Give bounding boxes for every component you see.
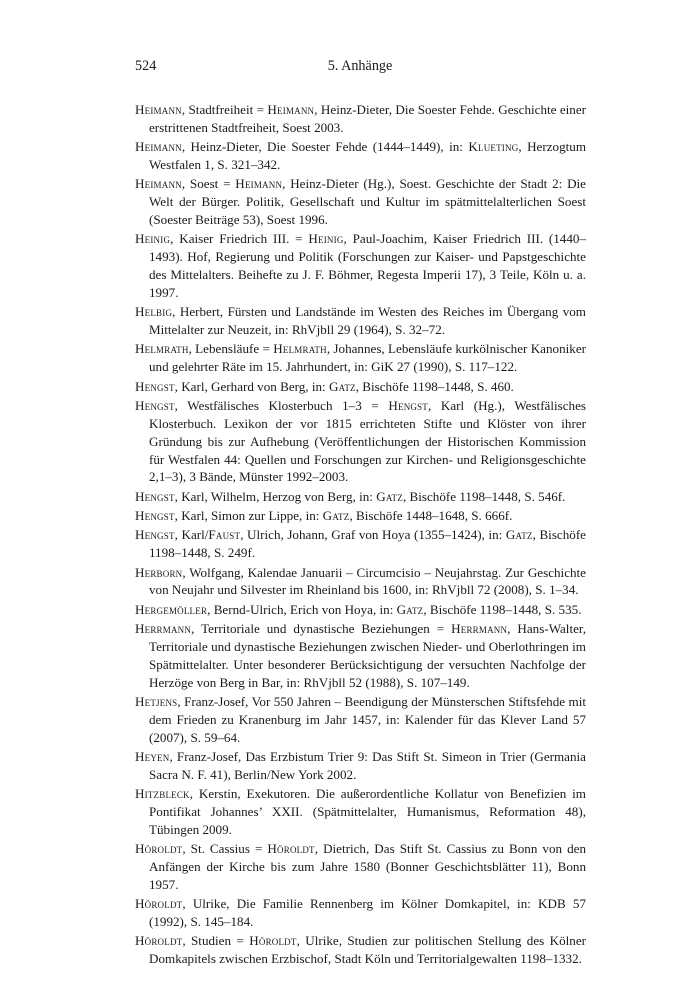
- citation-text: , Bischöfe 1198–1448, S. 535.: [423, 601, 582, 617]
- citation-text: , St. Cassius =: [182, 841, 268, 857]
- citation-text: , Herzogtum Westfalen 1, S. 321–342.: [149, 139, 587, 173]
- bibliography-entry: [135, 138, 586, 174]
- bibliography-entry: [135, 693, 586, 747]
- bibliography-entry: [135, 507, 586, 525]
- author-name: Klueting: [468, 139, 519, 155]
- citation-text: , Bischöfe 1198–1448, S. 249f.: [149, 527, 586, 561]
- citation-text: , Paul-Joachim, Kaiser Friedrich III. (1440–1493). Hof, Regierung und Politik (Forschungen zur Kaiser- und Papstgeschichte des Mittelalters. Beihefte zu J. F. Böhmer, Regesta Imperii 17), 3 Teile, Köln u. a. 1997.: [149, 231, 586, 300]
- citation-text: , Franz-Josef, Vor 550 Jahren – Beendigung der Münsterschen Stiftsfehde mit dem Frieden zu Kranenburg im Jahr 1457, in: Kalender für das Klever Land 57 (2007), S. 59–64.: [149, 694, 586, 745]
- page-header: [135, 58, 585, 78]
- citation-text: , Stadtfreiheit =: [181, 102, 268, 117]
- bibliography-entry: [135, 840, 586, 894]
- citation-text: , Territoriale und dynastische Beziehungen =: [191, 621, 452, 637]
- citation-text: , Studien =: [182, 933, 250, 949]
- citation-text: , Dietrich, Das Stift St. Cassius zu Bonn von den Anfängen der Kirche bis zum Jahre 1580 (Bonner Geschichtsblätter 11), Bonn 1957.: [149, 841, 586, 892]
- citation-text: , Karl, Gerhard von Berg, in:: [174, 378, 329, 394]
- citation-text: , Heinz-Dieter (Hg.), Soest. Geschichte der Stadt 2: Die Welt der Bürger. Politik, Gesellschaft und Kultur im spätmittelalterlichen Soest (Soester Beiträge 53), Soest 1996.: [149, 176, 586, 228]
- author-name: Höroldt: [249, 933, 297, 949]
- citation-text: , Karl (Hg.), Westfälisches Klosterbuch. Lexikon der vor 1815 errichteten Stifte und Klöster von ihrer Gründung bis zur Aufhebung (Veröffentlichungen der Historischen Kommission für Westfalen 44: Quellen und Forschungen zur Kirchen- und Religionsgeschichte 2,1–3), 3 Bände, Münster 1992–2003.: [149, 398, 587, 485]
- bibliography-entry: [135, 526, 586, 562]
- citation-text: , Johannes, Lebensläufe kurkölnischer Kanoniker und gelehrter Räte im 15. Jahrhundert, in: GiK 27 (1990), S. 117–122.: [149, 341, 586, 375]
- author-name: Hengst: [135, 508, 175, 524]
- author-name: Helbig: [135, 304, 173, 320]
- citation-text: , Ulrike, Studien zur politischen Stellung des Kölner Domkapitels zwischen Erzbischof, Stadt Köln und Territorialgewalten 1198–1332.: [149, 933, 586, 967]
- bibliography-entry: [135, 488, 586, 506]
- author-name: Hengst: [135, 527, 175, 543]
- author-name: Höroldt: [267, 841, 315, 857]
- citation-text: , Franz-Josef, Das Erzbistum Trier 9: Das Stift St. Simeon in Trier (Germania Sacra N. F. 41), Berlin/New York 2002.: [149, 749, 586, 782]
- author-name: Heinig: [135, 231, 171, 247]
- citation-text: , Bernd-Ulrich, Erich von Hoya, in:: [207, 601, 397, 617]
- author-name: Gatz: [376, 488, 403, 504]
- author-name: Helmrath: [273, 341, 327, 357]
- citation-text: , Heinz-Dieter, Die Soester Fehde (1444–1449), in:: [181, 139, 469, 155]
- bibliography-entry: [135, 175, 586, 229]
- author-name: Hengst: [388, 398, 428, 413]
- author-name: Höroldt: [135, 841, 183, 857]
- bibliography-entry: [135, 397, 586, 486]
- author-name: Hitzbleck: [135, 786, 190, 802]
- author-name: Faust: [208, 527, 241, 543]
- bibliography-entry: [135, 895, 586, 931]
- author-name: Hengst: [135, 398, 175, 413]
- author-name: Heinig: [308, 231, 344, 247]
- bibliography-entry: [135, 101, 586, 137]
- citation-text: , Bischöfe 1448–1648, S. 666f.: [349, 508, 513, 524]
- author-name: Gatz: [396, 601, 424, 617]
- author-name: Heimann: [135, 139, 182, 155]
- author-name: Herrmann: [451, 621, 508, 637]
- bibliography-list: [135, 101, 586, 970]
- bibliography-entry: [135, 748, 586, 784]
- author-name: Heimann: [135, 176, 182, 192]
- page-number: 524: [135, 58, 157, 74]
- author-name: Hengst: [135, 378, 175, 394]
- author-name: Hetjens: [135, 694, 178, 709]
- author-name: Helmrath: [135, 341, 189, 357]
- author-name: Heimann: [235, 176, 283, 192]
- bibliography-entry: [135, 378, 586, 396]
- citation-text: , Wolfgang, Kalendae Januarii – Circumcisio – Neujahrstag. Zur Geschichte von Neujahr und Silvester im Rheinland bis 1600, in: RhVjbll 72 (2008), S. 1–34.: [149, 564, 586, 598]
- citation-text: , Heinz-Dieter, Die Soester Fehde. Geschichte einer erstrittenen Stadtfreiheit, Soest 2003.: [149, 102, 587, 135]
- author-name: Gatz: [505, 527, 533, 543]
- author-name: Gatz: [322, 508, 350, 524]
- author-name: Herrmann: [135, 621, 192, 637]
- citation-text: , Westfälisches Klosterbuch 1–3 =: [174, 398, 389, 413]
- author-name: Hengst: [135, 488, 175, 504]
- citation-text: , Karl, Wilhelm, Herzog von Berg, in:: [174, 488, 377, 504]
- author-name: Heyen: [135, 749, 170, 765]
- citation-text: , Bischöfe 1198–1448, S. 460.: [355, 378, 514, 394]
- bibliography-entry: [135, 620, 586, 691]
- bibliography-entry: [135, 785, 586, 839]
- citation-text: , Lebensläufe =: [188, 341, 274, 357]
- citation-text: , Herbert, Fürsten und Landstände im Westen des Reiches im Übergang vom Mittelalter zur Neuzeit, in: RhVjbll 29 (1964), S. 32–72.: [149, 304, 586, 338]
- bibliography-entry: [135, 564, 586, 600]
- author-name: Höroldt: [135, 896, 183, 912]
- citation-text: , Kaiser Friedrich III. =: [170, 231, 309, 247]
- bibliography-entry: [135, 340, 586, 376]
- citation-text: , Hans-Walter, Territoriale und dynastische Beziehungen zwischen Nieder- und Oberlothringen im Spätmittelalter. Unter besonderer Berücksichtigung der versuchten Nachfolge der Herzöge von Berg in Bar, in: RhVjbll 52 (1988), S. 107–149.: [149, 621, 587, 690]
- citation-text: , Ulrike, Die Familie Rennenberg im Kölner Domkapitel, in: KDB 57 (1992), S. 145–184.: [149, 896, 586, 930]
- author-name: Höroldt: [135, 933, 183, 949]
- bibliography-entry: [135, 601, 586, 619]
- author-name: Herborn: [135, 564, 183, 580]
- author-name: Hergemöller: [135, 601, 208, 617]
- citation-text: , Soest =: [181, 176, 236, 192]
- author-name: Gatz: [328, 378, 356, 394]
- bibliography-entry: [135, 303, 586, 339]
- citation-text: , Ulrich, Johann, Graf von Hoya (1355–1424), in:: [240, 527, 506, 543]
- bibliography-entry: [135, 932, 586, 968]
- citation-text: , Karl, Simon zur Lippe, in:: [174, 508, 323, 524]
- author-name: Heimann: [267, 102, 315, 117]
- bibliography-entry: [135, 230, 586, 301]
- citation-text: , Bischöfe 1198–1448, S. 546f.: [402, 488, 566, 504]
- citation-text: , Kerstin, Exekutoren. Die außerordentliche Kollatur von Benefizien im Pontifikat Johannes’ XXII. (Spätmittelalter, Humanismus, Reformation 48), Tübingen 2009.: [149, 786, 586, 837]
- citation-text: , Karl/: [174, 527, 209, 543]
- author-name: Heimann: [135, 102, 182, 117]
- running-head: 5. Anhänge: [327, 58, 393, 74]
